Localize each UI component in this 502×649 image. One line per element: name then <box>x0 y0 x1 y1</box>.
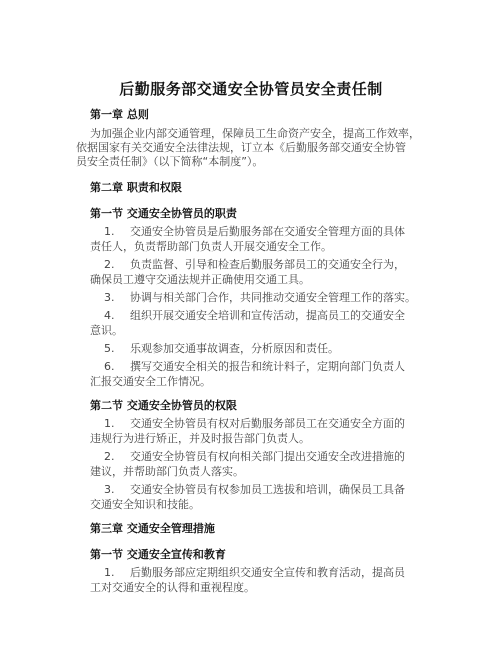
document-title: 后勤服务部交通安全协管员安全责任制 <box>119 80 383 98</box>
list-item-number: 4. <box>104 309 115 322</box>
list-item <box>104 360 405 374</box>
list-item-continuation: 工对交通安全的认得和重视程度。 <box>90 581 255 594</box>
list-item <box>104 309 405 323</box>
list-item-continuation: 责任人，负责帮助部门负责人开展交通安全工作。 <box>90 240 332 253</box>
list-item-text: 组织开展交通安全培训和宣传活动，提高员工的交通安全 <box>130 309 405 322</box>
list-item-text: 交通安全协管员有权对后勤服务部员工在交通安全方面的 <box>130 417 405 430</box>
list-item-continuation: 违规行为进行矫正，并及时报告部门负责人。 <box>90 432 310 445</box>
list-item-text: 协调与相关部门合作，共同推动交通安全管理工作的落实。 <box>130 291 416 304</box>
list-item <box>104 225 405 239</box>
list-item-continuation: 建议，并帮助部门负责人落实。 <box>90 465 244 478</box>
list-item-number: 5. <box>104 342 115 355</box>
list-item <box>104 342 339 356</box>
section-heading: 第二节 交通安全协管员的权限 <box>90 399 237 412</box>
list-item-text: 交通安全协管员是后勤服务部在交通安全管理方面的具体 <box>130 225 405 238</box>
list-item-number: 1. <box>104 417 115 430</box>
section-heading: 第一节 交通安全协管员的职责 <box>90 207 237 220</box>
list-item-text: 后勤服务部应定期组织交通安全宣传和教育活动，提高员 <box>130 566 405 579</box>
list-item-number: 6. <box>104 360 115 373</box>
list-item-number: 3. <box>104 291 115 304</box>
list-item-number: 2. <box>104 450 115 463</box>
paragraph-line: 为加强企业内部交通管理，保障员工生命资产安全，提高工作效率， <box>90 127 420 140</box>
chapter-2-heading: 第二章 职责和权限 <box>90 181 182 194</box>
list-item-continuation: 确保员工遵守交通法规并正确使用交通工具。 <box>90 273 310 286</box>
list-item <box>104 258 405 272</box>
list-item-number: 3. <box>104 483 115 496</box>
list-item-number: 2. <box>104 258 115 271</box>
list-item-continuation: 意识。 <box>90 324 123 337</box>
list-item-text: 负责监督、引导和检查后勤服务部员工的交通安全行为， <box>130 258 405 271</box>
list-item <box>104 483 405 497</box>
list-item <box>104 566 405 580</box>
list-item-continuation: 汇报交通安全工作情况。 <box>90 375 211 388</box>
list-item <box>104 417 405 431</box>
list-item <box>104 450 405 464</box>
list-item-number: 1. <box>104 566 115 579</box>
list-item-number: 1. <box>104 225 115 238</box>
paragraph-line: 依据国家有关交通安全法律法规，订立本《后勤服务部交通安全协管 <box>76 141 406 154</box>
list-item-text: 乐观参加交通事故调查，分析原因和责任。 <box>130 342 339 355</box>
list-item-text: 撰写交通安全相关的报告和统计料子，定期向部门负责人 <box>130 360 405 373</box>
chapter-3-heading: 第三章 交通安全管理措施 <box>90 522 215 535</box>
section-heading: 第一节 交通安全宣传和教育 <box>90 548 226 561</box>
paragraph-line: 员安全责任制》（以下简称“本制度”）。 <box>76 155 264 168</box>
list-item <box>104 291 416 305</box>
list-item-continuation: 交通安全知识和技能。 <box>90 498 200 511</box>
list-item-text: 交通安全协管员有权参加员工选拔和培训，确保员工具备 <box>130 483 405 496</box>
list-item-text: 交通安全协管员有权向相关部门提出交通安全改进措施的 <box>130 450 405 463</box>
chapter-1-heading: 第一章 总则 <box>90 108 149 121</box>
